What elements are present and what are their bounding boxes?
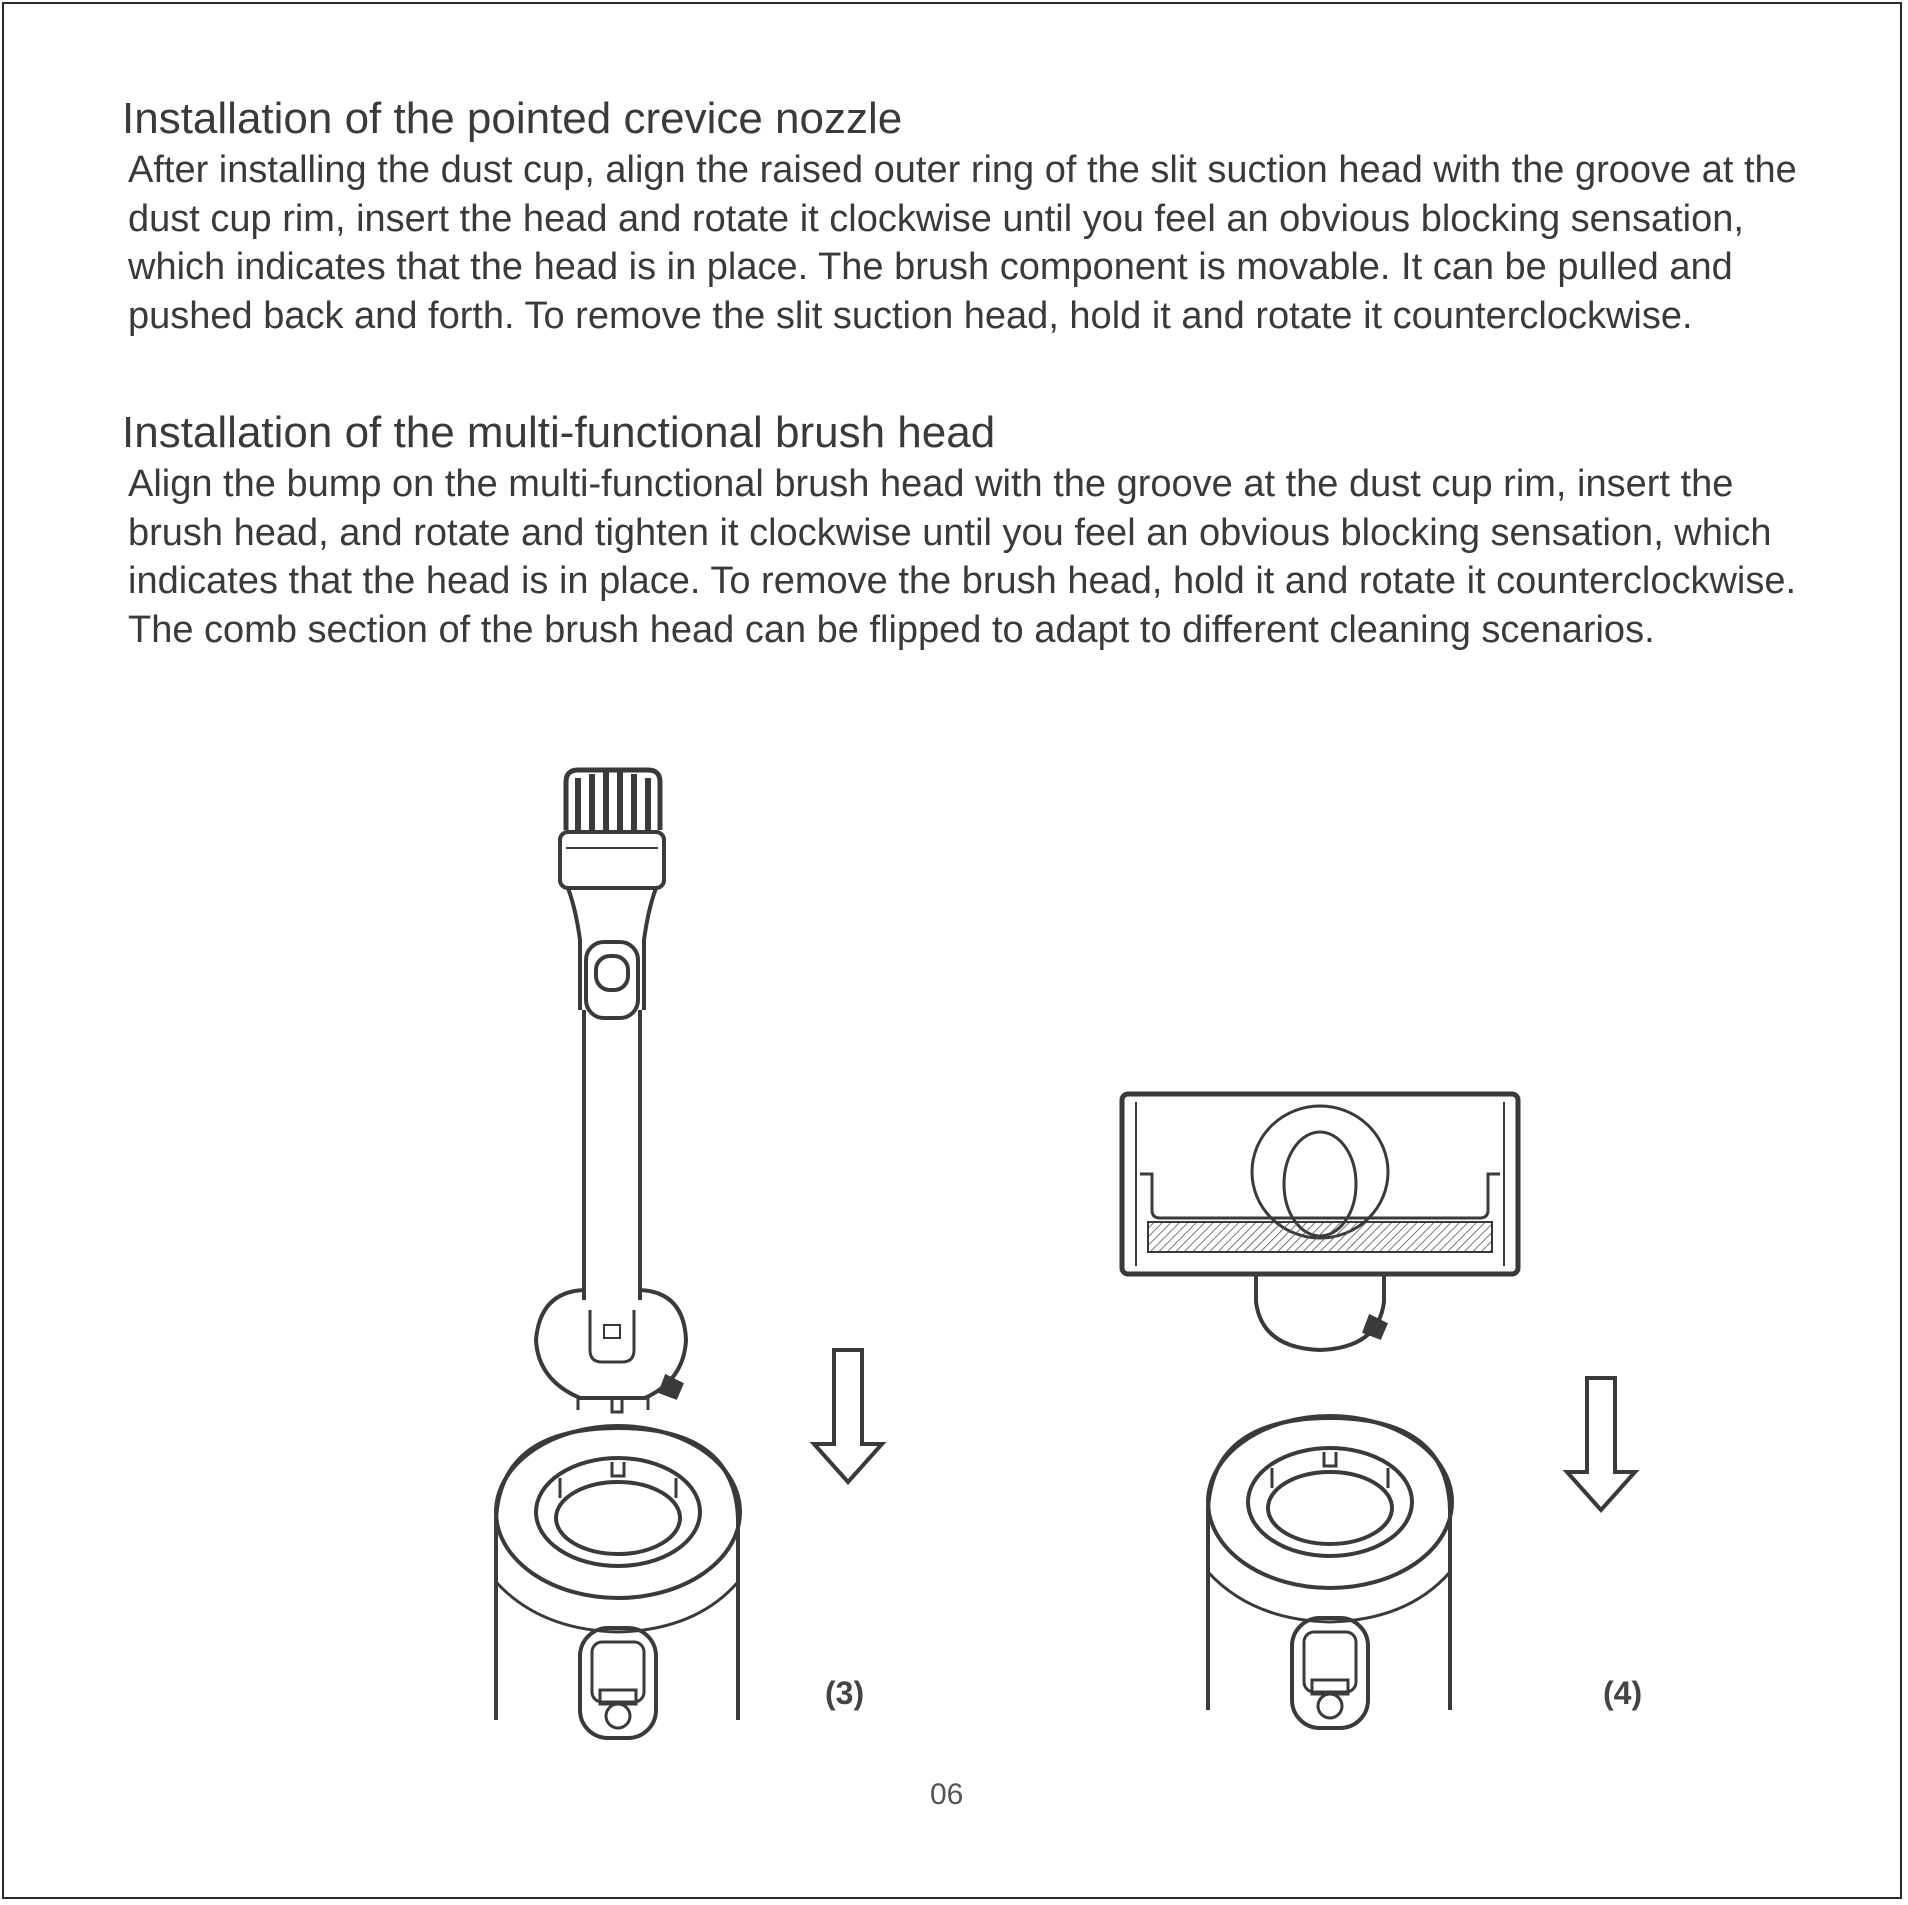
figure-label: (4) [1603, 1675, 1643, 1711]
section-paragraph: Align the bump on the multi-functional brush head with the groove at the dust cup rim, insert the brush head, and rotate and tighten it clockwise until you feel an obvious blocking sensation, which indicates that the head is in place. To remove the brush head, hold it and rotate it counterclockwise. [128, 463, 1797, 602]
dust-cup-icon [1208, 1416, 1452, 1728]
section-heading: Installation of the pointed crevice nozzle [122, 94, 903, 143]
section-paragraph: The comb section of the brush head can be flipped to adapt to different cleaning scenarios. [128, 608, 1655, 651]
figure-label: (3) [825, 1675, 865, 1711]
brush-head-icon [1122, 1094, 1518, 1350]
section-paragraph: After installing the dust cup, align the raised outer ring of the slit suction head with the groove at the dust cup rim, insert the head and rotate it clockwise until you feel an obvious blocking sensation, which indicates that the head is in place. The brush component is movable. It can be pulled and pushed back and forth. To remove the slit suction head, hold it and rotate it counterclockwise. [128, 149, 1797, 337]
section-heading: Installation of the multi-functional brush head [122, 408, 996, 457]
down-arrow-icon [1567, 1378, 1635, 1510]
crevice-nozzle-icon [536, 770, 686, 1412]
dust-cup-icon [496, 1426, 740, 1738]
down-arrow-icon [814, 1350, 882, 1482]
page-number: 06 [930, 1778, 964, 1811]
